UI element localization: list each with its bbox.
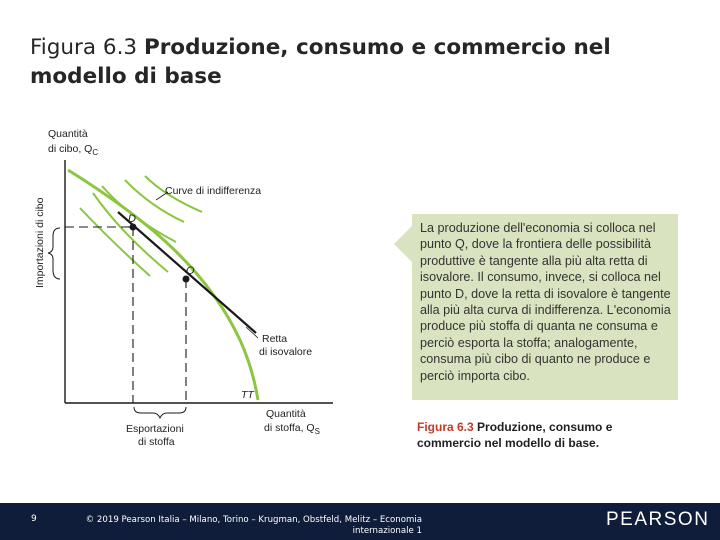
exports-label-line2: di stoffa	[138, 436, 175, 448]
caption-pointer	[394, 226, 412, 262]
pearson-logo: PEARSON	[606, 509, 710, 530]
y-axis-label-sub: C	[92, 148, 99, 157]
x-axis-label-sub: S	[314, 427, 320, 436]
footer-copyright: © 2019 Pearson Italia – Milano, Torino – Krugman, Obstfeld, Melitz – Economia internazionale 1	[85, 515, 422, 536]
figure-caption-text: Produzione, consumo e commercio nel modello di base.	[417, 420, 613, 450]
footer-page-number: 9	[31, 514, 37, 524]
point-d-label: D	[128, 213, 136, 225]
svg-text:di stoffa, QS	[264, 422, 320, 436]
frontier-label: TT	[241, 389, 254, 401]
figure-caption	[417, 419, 677, 451]
caption-text: La produzione dell'economia si colloca nel punto Q, dove la frontiera delle possibilità produttive è tangente alla più alta retta di isovalore. Il consumo, invece, si colloca nel punto D, dove la retta di isovalore è tangente alla più alta curva di indifferenza. L'economia produce più stoffa di quanta ne consuma e perciò esporta la stoffa; analogamente, consuma più cibo di quanto ne produce e perciò importa cibo.	[420, 221, 671, 383]
production-frontier-tt	[68, 170, 258, 400]
y-axis-label-line1: Quantità	[48, 128, 88, 140]
isovalue-label-line1: Retta	[262, 333, 288, 345]
svg-text:Quantità	[48, 128, 88, 140]
title-bold: Produzione, consumo e commercio nel modello di base	[30, 35, 611, 89]
imports-label: Importazioni di cibo	[34, 197, 46, 288]
svg-text:di cibo, QC	[48, 143, 98, 157]
x-axis-label-line1: Quantità	[266, 408, 306, 420]
y-axis-label-line2: di cibo, Q	[48, 143, 93, 155]
title-regular: Figura 6.3	[30, 35, 144, 60]
figure-caption-number: Figura 6.3	[417, 420, 474, 434]
exports-label-line1: Esportazioni	[126, 423, 184, 435]
isovalue-label-line2: di isovalore	[259, 346, 313, 358]
point-q-label: Q	[186, 265, 195, 277]
x-axis-label-line2: di stoffa, Q	[264, 422, 315, 434]
imports-brace	[48, 228, 60, 279]
indifference-label: Curve di indifferenza	[165, 185, 262, 197]
exports-brace	[134, 407, 186, 418]
